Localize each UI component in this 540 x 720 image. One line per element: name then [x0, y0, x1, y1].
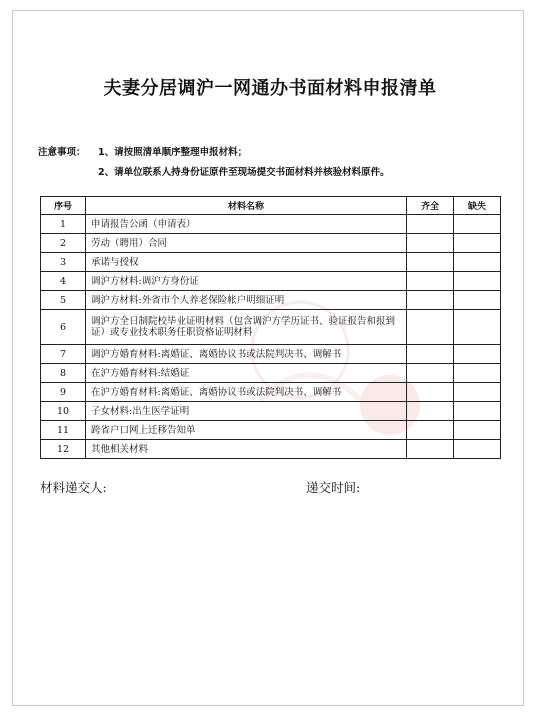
row-no: 6	[41, 310, 86, 345]
complete-cell[interactable]	[407, 310, 454, 345]
header-missing: 缺失	[454, 197, 501, 215]
complete-cell[interactable]	[407, 440, 454, 459]
missing-cell[interactable]	[454, 234, 501, 253]
note-item-1: 1、请按照清单顺序整理申报材料；	[98, 147, 248, 158]
row-name: 跨省户口网上迁移告知单	[86, 421, 407, 440]
table-row	[41, 440, 501, 459]
complete-cell[interactable]	[407, 272, 454, 291]
materials-table	[40, 196, 501, 459]
page-title: 夫妻分居调沪一网通办书面材料申报清单	[103, 78, 437, 99]
submit-time-label: 递交时间:	[306, 480, 361, 495]
note-row-2	[38, 166, 390, 186]
table-row	[41, 345, 501, 364]
row-name: 在沪方婚育材料:离婚证、离婚协议书或法院判决书、调解书	[86, 383, 407, 402]
header-name: 材料名称	[86, 197, 407, 215]
row-no: 10	[41, 402, 86, 421]
row-name: 承诺与授权	[86, 253, 407, 272]
table-row	[41, 291, 501, 310]
missing-cell[interactable]	[454, 364, 501, 383]
missing-cell[interactable]	[454, 402, 501, 421]
complete-cell[interactable]	[407, 383, 454, 402]
missing-cell[interactable]	[454, 440, 501, 459]
missing-cell[interactable]	[454, 421, 501, 440]
row-no: 9	[41, 383, 86, 402]
header-complete: 齐全	[407, 197, 454, 215]
complete-cell[interactable]	[407, 345, 454, 364]
row-name: 在沪方婚育材料:结婚证	[86, 364, 407, 383]
missing-cell[interactable]	[454, 215, 501, 234]
row-no: 1	[41, 215, 86, 234]
table-row	[41, 215, 501, 234]
row-no: 8	[41, 364, 86, 383]
row-name: 调沪方材料:调沪方身份证	[86, 272, 407, 291]
table-row	[41, 234, 501, 253]
row-no: 11	[41, 421, 86, 440]
note-row-1	[38, 146, 390, 166]
missing-cell[interactable]	[454, 345, 501, 364]
table-row	[41, 364, 501, 383]
missing-cell[interactable]	[454, 272, 501, 291]
table-row	[41, 383, 501, 402]
table-header-row	[41, 197, 501, 215]
notes-label: 注意事项：	[38, 147, 86, 158]
table-row	[41, 421, 501, 440]
row-no: 2	[41, 234, 86, 253]
complete-cell[interactable]	[407, 402, 454, 421]
table-row	[41, 310, 501, 345]
table-row	[41, 253, 501, 272]
missing-cell[interactable]	[454, 291, 501, 310]
row-name: 子女材料:出生医学证明	[86, 402, 407, 421]
missing-cell[interactable]	[454, 383, 501, 402]
row-name: 其他相关材料	[86, 440, 407, 459]
complete-cell[interactable]	[407, 291, 454, 310]
complete-cell[interactable]	[407, 253, 454, 272]
table-row	[41, 272, 501, 291]
notes-section	[38, 146, 390, 186]
row-no: 3	[41, 253, 86, 272]
row-name: 调沪方婚育材料:离婚证、离婚协议书或法院判决书、调解书	[86, 345, 407, 364]
complete-cell[interactable]	[407, 215, 454, 234]
complete-cell[interactable]	[407, 421, 454, 440]
row-no: 12	[41, 440, 86, 459]
table-row	[41, 402, 501, 421]
header-no: 序号	[41, 197, 86, 215]
row-name: 劳动（聘用）合同	[86, 234, 407, 253]
missing-cell[interactable]	[454, 253, 501, 272]
note-item-2: 2、请单位联系人持身份证原件至现场提交书面材料并核验材料原件。	[98, 167, 390, 178]
submitter-label: 材料递交人:	[40, 480, 107, 495]
complete-cell[interactable]	[407, 364, 454, 383]
missing-cell[interactable]	[454, 310, 501, 345]
row-name: 申请报告公函（申请表）	[86, 215, 407, 234]
row-no: 4	[41, 272, 86, 291]
row-name: 调沪方材料:外省市个人养老保险帐户明细证明	[86, 291, 407, 310]
row-no: 5	[41, 291, 86, 310]
complete-cell[interactable]	[407, 234, 454, 253]
row-no: 7	[41, 345, 86, 364]
row-name: 调沪方全日制院校毕业证明材料（包含调沪方学历证书、验证报告和报到证）或专业技术职务任职资格证明材料	[86, 310, 407, 345]
